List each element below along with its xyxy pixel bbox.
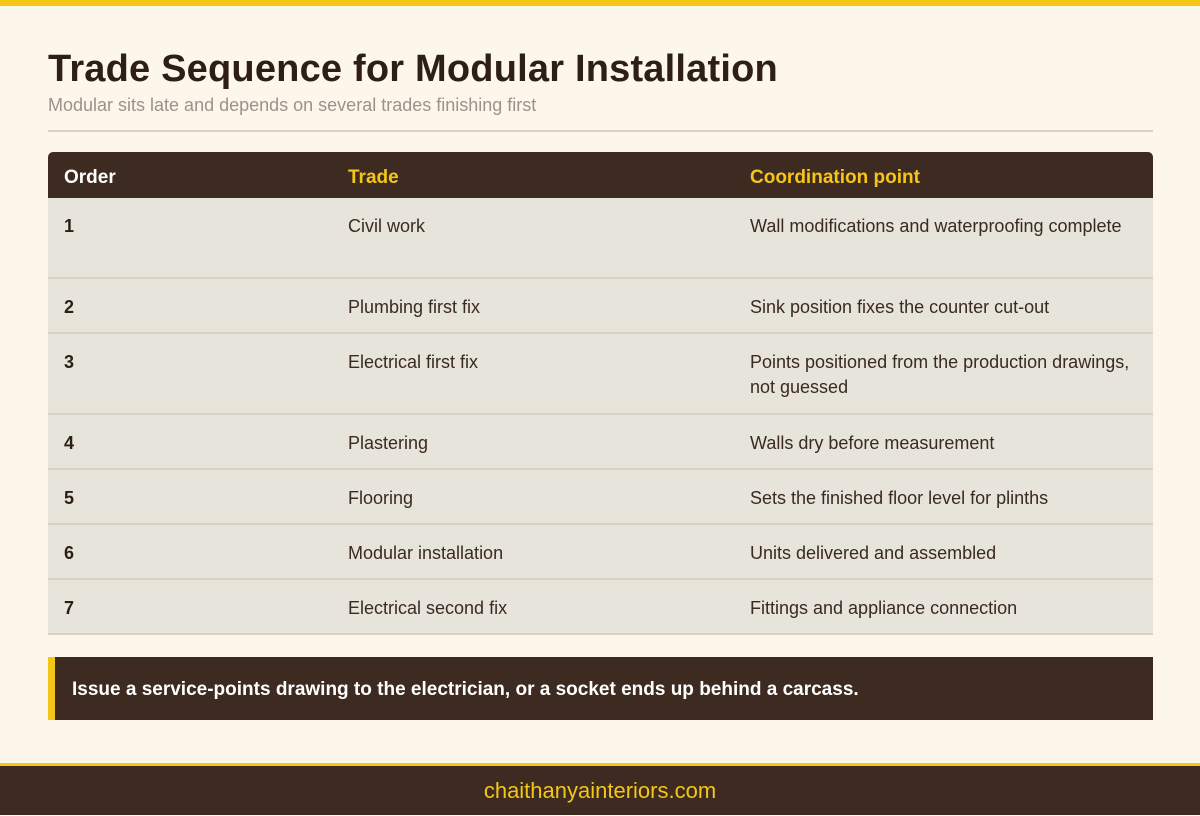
row-order: 2 bbox=[64, 297, 75, 317]
row-coordination: Sink position fixes the counter cut-out bbox=[750, 297, 1050, 317]
row-order: 7 bbox=[64, 598, 75, 618]
row-order: 6 bbox=[64, 543, 75, 563]
divider bbox=[48, 130, 1153, 132]
table-row bbox=[48, 470, 1153, 525]
row-trade: Plumbing first fix bbox=[348, 297, 481, 317]
row-trade: Electrical first fix bbox=[348, 352, 479, 372]
row-trade: Plastering bbox=[348, 433, 429, 453]
row-coordination: Wall modifications and waterproofing complete bbox=[750, 216, 1122, 236]
table-row bbox=[48, 279, 1153, 334]
page-subtitle: Modular sits late and depends on several trades finishing first bbox=[48, 95, 537, 115]
table-header bbox=[48, 152, 1153, 198]
footer bbox=[0, 763, 1200, 815]
header-coordination: Coordination point bbox=[750, 167, 920, 188]
table-row bbox=[48, 415, 1153, 470]
row-trade: Civil work bbox=[348, 216, 426, 236]
footer-website-link[interactable]: chaithanyainteriors.com bbox=[483, 778, 717, 803]
callout-text: Issue a service-points drawing to the electrician, or a socket ends up behind a carcass. bbox=[72, 679, 859, 700]
top-accent-bar bbox=[0, 0, 1200, 6]
table-row bbox=[48, 580, 1153, 635]
table-row bbox=[48, 198, 1153, 279]
row-order: 4 bbox=[64, 433, 75, 453]
row-trade: Flooring bbox=[348, 488, 414, 508]
header-order: Order bbox=[64, 167, 116, 188]
page-title: Trade Sequence for Modular Installation bbox=[48, 48, 778, 90]
row-order: 3 bbox=[64, 352, 75, 372]
header-trade: Trade bbox=[348, 167, 399, 188]
table-row bbox=[48, 334, 1153, 415]
row-coordination: Fittings and appliance connection bbox=[750, 598, 1018, 618]
table-row bbox=[48, 525, 1153, 580]
row-coordination: Sets the finished floor level for plinths bbox=[750, 488, 1049, 508]
row-order: 5 bbox=[64, 488, 75, 508]
row-coordination: Points positioned from the production drawings, not guessed bbox=[750, 352, 1130, 397]
trade-sequence-table bbox=[48, 152, 1153, 635]
row-coordination: Walls dry before measurement bbox=[750, 433, 995, 453]
row-trade: Modular installation bbox=[348, 543, 504, 563]
callout-note bbox=[48, 657, 1153, 720]
row-trade: Electrical second fix bbox=[348, 598, 508, 618]
row-coordination: Units delivered and assembled bbox=[750, 543, 997, 563]
row-order: 1 bbox=[64, 216, 75, 236]
